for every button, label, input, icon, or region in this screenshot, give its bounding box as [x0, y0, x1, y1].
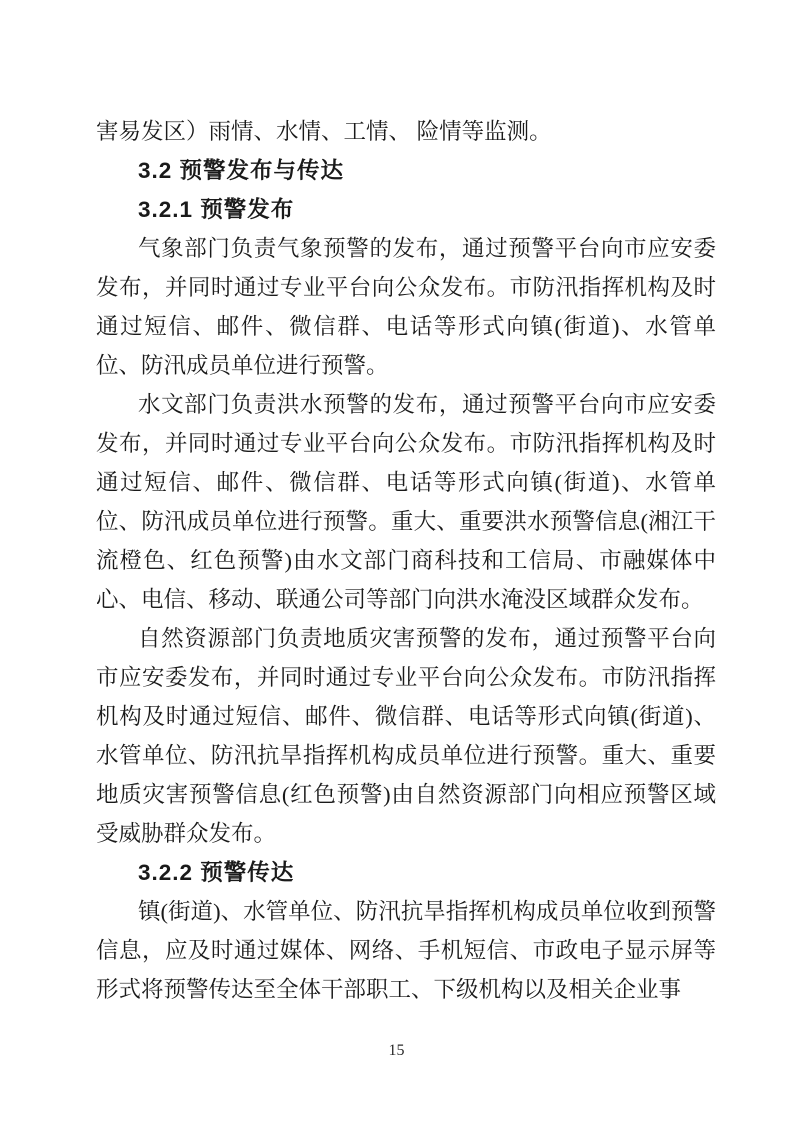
subsection-heading-3-2-2: 3.2.2 预警传达	[138, 860, 295, 885]
paragraph-geological-warning: 自然资源部门负责地质灾害预警的发布，通过预警平台向市应安委发布，并同时通过专业平台向公众发布。市防汛指挥机构及时通过短信、邮件、微信群、电话等形式向镇(街道)、水管单位、防汛抗旱指挥机构成员单位进行预警。重大、重要地质灾害预警信息(红色预警)由自然资源部门向相应预警区域受威胁群众发布。	[96, 626, 716, 846]
section-heading-3-2: 3.2 预警发布与传达	[138, 158, 345, 183]
paragraph-flood-warning: 水文部门负责洪水预警的发布，通过预警平台向市应安委发布，并同时通过专业平台向公众发布。市防汛指挥机构及时通过短信、邮件、微信群、电话等形式向镇(街道)、水管单位、防汛成员单位进行预警。重大、重要洪水预警信息(湘江干流橙色、红色预警)由水文部门商科技和工信局、市融媒体中心、电信、移动、联通公司等部门向洪水淹没区域群众发布。	[96, 392, 716, 612]
subsection-heading-3-2-1: 3.2.1 预警发布	[138, 197, 295, 222]
page-number: 15	[388, 1042, 405, 1059]
document-body	[96, 112, 716, 1009]
paragraph-warning-transmission: 镇(街道)、水管单位、防汛抗旱指挥机构成员单位收到预警信息，应及时通过媒体、网络、手机短信、市政电子显示屏等形式将预警传达至全体干部职工、下级机构以及相关企业事	[96, 899, 716, 1002]
continuation-paragraph: 害易发区）雨情、水情、工情、 险情等监测。	[96, 119, 552, 144]
paragraph-meteorological-warning: 气象部门负责气象预警的发布，通过预警平台向市应安委发布，并同时通过专业平台向公众发布。市防汛指挥机构及时通过短信、邮件、微信群、电话等形式向镇(街道)、水管单位、防汛成员单位进行预警。	[96, 236, 716, 378]
